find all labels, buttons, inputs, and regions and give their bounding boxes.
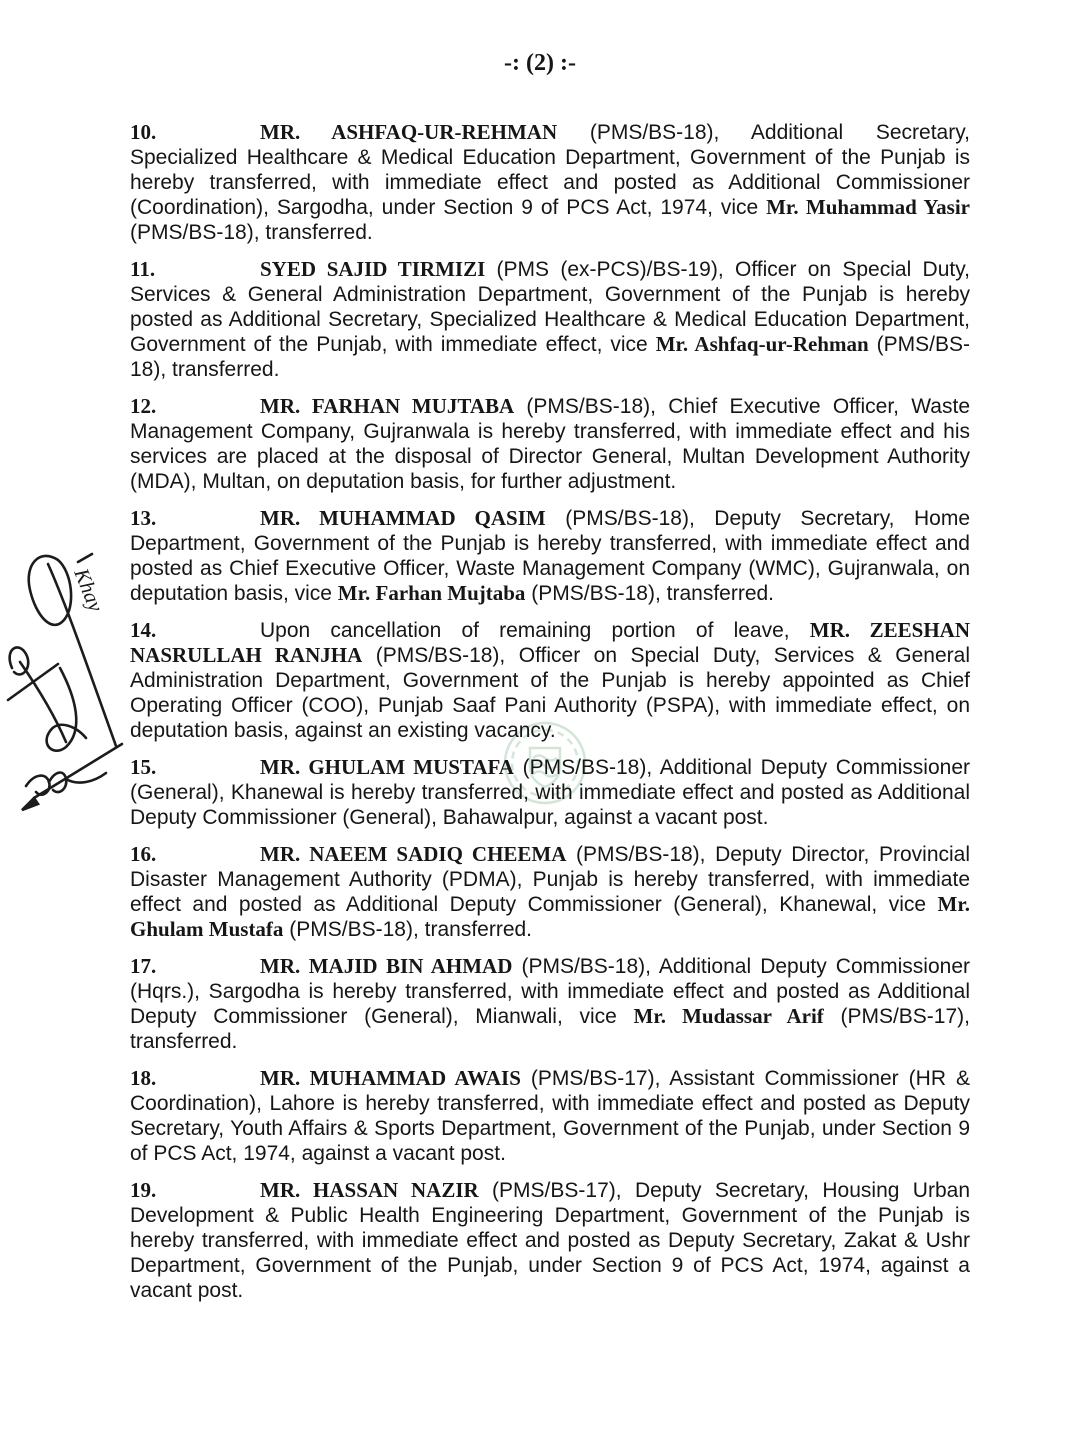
paragraph-text: (PMS/BS-18), Deputy Director, Provincial Disaster Management Authority (PDMA), Punjab is hereby transferred, with immediate effect and posted as Additional Deputy Commissioner (General), Khanewal, vice <box>130 843 971 916</box>
officer-name: Mr. Mudassar Arif <box>633 1004 824 1028</box>
order-paragraph <box>130 394 970 494</box>
paragraph-text: (PMS/BS-18), Chief Executive Officer, Waste Management Company, Gujranwala is hereby transferred, with immediate effect and his services are placed at the disposal of Director General, Multan Development Authority (MDA), Multan, on deputation basis, for further adjustment. <box>130 395 970 493</box>
officer-name: Mr. Farhan Mujtaba <box>337 581 526 605</box>
signature-scribble-text: Khay <box>69 564 109 615</box>
officer-name: MR. FARHAN MUJTABA <box>260 394 515 418</box>
officer-name: MR. ZEESHAN NASRULLAH RANJHA <box>130 618 970 667</box>
officer-name: MR. MAJID BIN AHMAD <box>260 954 513 978</box>
paragraph-number: 12. <box>130 394 157 418</box>
handwritten-signature <box>4 546 144 826</box>
order-paragraph <box>130 257 970 382</box>
page-number-header: -: (2) :- <box>504 50 576 76</box>
order-paragraph <box>130 954 970 1054</box>
officer-name: MR. HASSAN NAZIR <box>260 1178 479 1202</box>
paragraph-text: (PMS/BS-18), Additional Deputy Commissioner (Hqrs.), Sargodha is hereby transferred, with immediate effect and posted as Additional Deputy Commissioner (General), Mianwali, vice <box>130 955 971 1028</box>
order-paragraph <box>130 1178 970 1303</box>
officer-name: MR. GHULAM MUSTAFA <box>260 755 514 779</box>
paragraph-number: 10. <box>130 120 157 144</box>
order-paragraphs <box>130 120 970 1315</box>
officer-name: SYED SAJID TIRMIZI <box>260 257 486 281</box>
officer-name: MR. ASHFAQ-UR-REHMAN <box>260 120 558 144</box>
paragraph-number: 11. <box>130 257 156 281</box>
paragraph-text: Upon cancellation of remaining portion of leave, <box>260 619 810 642</box>
paragraph-number: 13. <box>130 506 157 530</box>
paragraph-text: (PMS/BS-17), Deputy Secretary, Housing Urban Development & Public Health Engineering Department, Government of the Punjab is hereby transferred, with immediate effect and posted as Deputy Secretary, Zakat & Ushr Department, Government of the Punjab, under Section 9 of PCS Act, 1974, against a vacant post. <box>130 1179 970 1302</box>
officer-name: Mr. Ashfaq-ur-Rehman <box>655 332 869 356</box>
order-paragraph <box>130 755 970 830</box>
officer-name: MR. MUHAMMAD QASIM <box>260 506 546 530</box>
paragraph-text: (PMS/BS-17), transferred. <box>130 1005 970 1053</box>
paragraph-number: 16. <box>130 842 157 866</box>
paragraph-text: (PMS/BS-17), Assistant Commissioner (HR & Coordination), Lahore is hereby transferred, with immediate effect and posted as Deputy Secretary, Youth Affairs & Sports Department, Government of the Punjab, under Section 9 of PCS Act, 1974, against a vacant post. <box>130 1067 970 1165</box>
officer-name: MR. MUHAMMAD AWAIS <box>260 1066 521 1090</box>
order-paragraph <box>130 1066 970 1166</box>
paragraph-text: (PMS/BS-18), transferred. <box>525 582 775 605</box>
paragraph-number: 18. <box>130 1066 157 1090</box>
paragraph-text: (PMS/BS-18), transferred. <box>130 221 373 244</box>
paragraph-text: (PMS/BS-18), Deputy Secretary, Home Department, Government of the Punjab is hereby transferred, with immediate effect and posted as Chief Executive Officer, Waste Management Company (WMC), Gujranwala, on deputation basis, vice <box>130 507 971 605</box>
paragraph-text: (PMS/BS-18), Officer on Special Duty, Services & General Administration Department, Government of the Punjab is hereby appointed as Chief Operating Officer (COO), Punjab Saaf Pani Authority (PSPA), with immediate effect, on deputation basis, against an existing vacancy. <box>130 644 970 742</box>
paragraph-number: 17. <box>130 954 157 978</box>
paragraph-text: (PMS/BS-18), transferred. <box>283 918 533 941</box>
order-paragraph <box>130 842 970 942</box>
order-paragraph <box>130 618 970 743</box>
order-paragraph <box>130 120 970 245</box>
officer-name: Mr. Muhammad Yasir <box>766 195 970 219</box>
order-paragraph <box>130 506 970 606</box>
paragraph-number: 19. <box>130 1178 157 1202</box>
paragraph-number: 14. <box>130 618 157 642</box>
officer-name: Mr. Ghulam Mustafa <box>130 892 970 941</box>
officer-name: MR. NAEEM SADIQ CHEEMA <box>260 842 567 866</box>
paragraph-text: (PMS/BS-18), transferred. <box>130 333 970 381</box>
paragraph-number: 15. <box>130 755 157 779</box>
paragraph-text: (PMS/BS-18), Additional Secretary, Specialized Healthcare & Medical Education Department, Government of the Punjab is hereby transferred, with immediate effect and posted as Additional Commissioner (Coordination), Sargodha, under Section 9 of PCS Act, 1974, vice <box>130 121 970 219</box>
paragraph-text: (PMS (ex-PCS)/BS-19), Officer on Special Duty, Services & General Administration Department, Government of the Punjab is hereby posted as Additional Secretary, Specialized Healthcare & Medical Education Department, Government of the Punjab, with immediate effect, vice <box>130 258 970 356</box>
paragraph-text: (PMS/BS-18), Additional Deputy Commissioner (General), Khanewal is hereby transferred, with immediate effect and posted as Additional Deputy Commissioner (General), Bahawalpur, against a vacant post. <box>130 756 971 829</box>
signature-strokes <box>8 554 122 810</box>
